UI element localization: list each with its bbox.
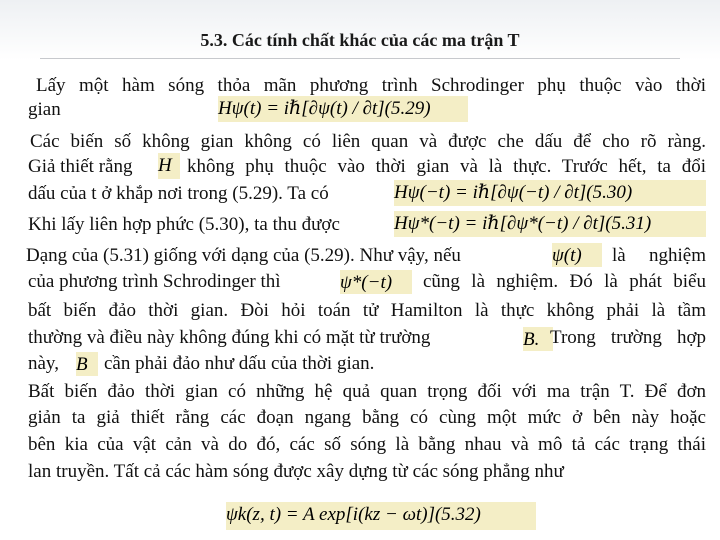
text-line-4b: không phụ thuộc vào thời gian và là thực. Trước hết, ta đổi <box>187 156 706 177</box>
text-line-11a: này, <box>28 353 59 374</box>
text-line-8a: của phương trình Schrodinger thì <box>28 271 281 292</box>
text-line-6: Khi lấy liên hợp phức (5.30), ta thu được <box>28 214 340 235</box>
text-line-8b: cũng là nghiệm. Đó là phát biểu <box>423 271 706 292</box>
text-line-14: bên kia của vật cản và do đó, các số sóng là bằng nhau và mô tả các trạng thái <box>28 434 706 455</box>
text-line-10b: Trong trường hợp <box>550 327 706 348</box>
text-line-1: Lấy một hàm sóng thỏa mãn phương trình Schrodinger phụ thuộc vào thời <box>36 75 706 96</box>
equation-5-29: Hψ(t) = iℏ[∂ψ(t) / ∂t](5.29) <box>218 96 468 122</box>
text-line-7b: là nghiệm <box>612 245 706 266</box>
text-line-5: dấu của t ở khắp nơi trong (5.29). Ta có <box>28 183 329 204</box>
equation-H: H <box>158 153 180 179</box>
equation-5-32: ψk(z, t) = A exp[i(kz − ωt)](5.32) <box>226 502 536 530</box>
text-line-15: lan truyền. Tất cả các hàm sóng được xây dựng từ các sóng phẳng như <box>28 461 564 482</box>
equation-5-31: Hψ*(−t) = iℏ[∂ψ*(−t) / ∂t](5.31) <box>394 211 706 237</box>
equation-B-2: B <box>76 352 98 376</box>
equation-5-30: Hψ(−t) = iℏ[∂ψ(−t) / ∂t](5.30) <box>394 180 706 206</box>
text-line-3: Các biến số không gian không có liên quan và được che dấu để cho rõ ràng. <box>30 131 706 152</box>
text-line-2: gian <box>28 99 61 120</box>
text-line-11b: cần phải đảo như dấu của thời gian. <box>104 353 375 374</box>
equation-psi-star: ψ*(−t) <box>340 270 412 294</box>
equation-B: B. <box>523 327 553 351</box>
text-line-10a: thường và điều này không đúng khi có mặt từ trường <box>28 327 431 348</box>
text-line-9: bất biến đảo thời gian. Đòi hỏi toán tử Hamilton là thực không phải là tầm <box>28 300 706 321</box>
text-line-7a: Dạng của (5.31) giống với dạng của (5.29). Như vậy, nếu <box>26 245 461 266</box>
slide-title: 5.3. Các tính chất khác của các ma trận T <box>200 30 520 50</box>
text-line-12: Bất biến đảo thời gian có những hệ quả quan trọng đối với ma trận T. Để đơn <box>28 381 706 402</box>
title-divider <box>40 58 680 59</box>
text-line-4a: Giả thiết rằng <box>28 156 133 177</box>
equation-psi-t: ψ(t) <box>552 243 602 267</box>
text-line-13: giản ta giả thiết rằng các đoạn ngang bằng có cùng một mức ở bên này hoặc <box>28 407 706 428</box>
